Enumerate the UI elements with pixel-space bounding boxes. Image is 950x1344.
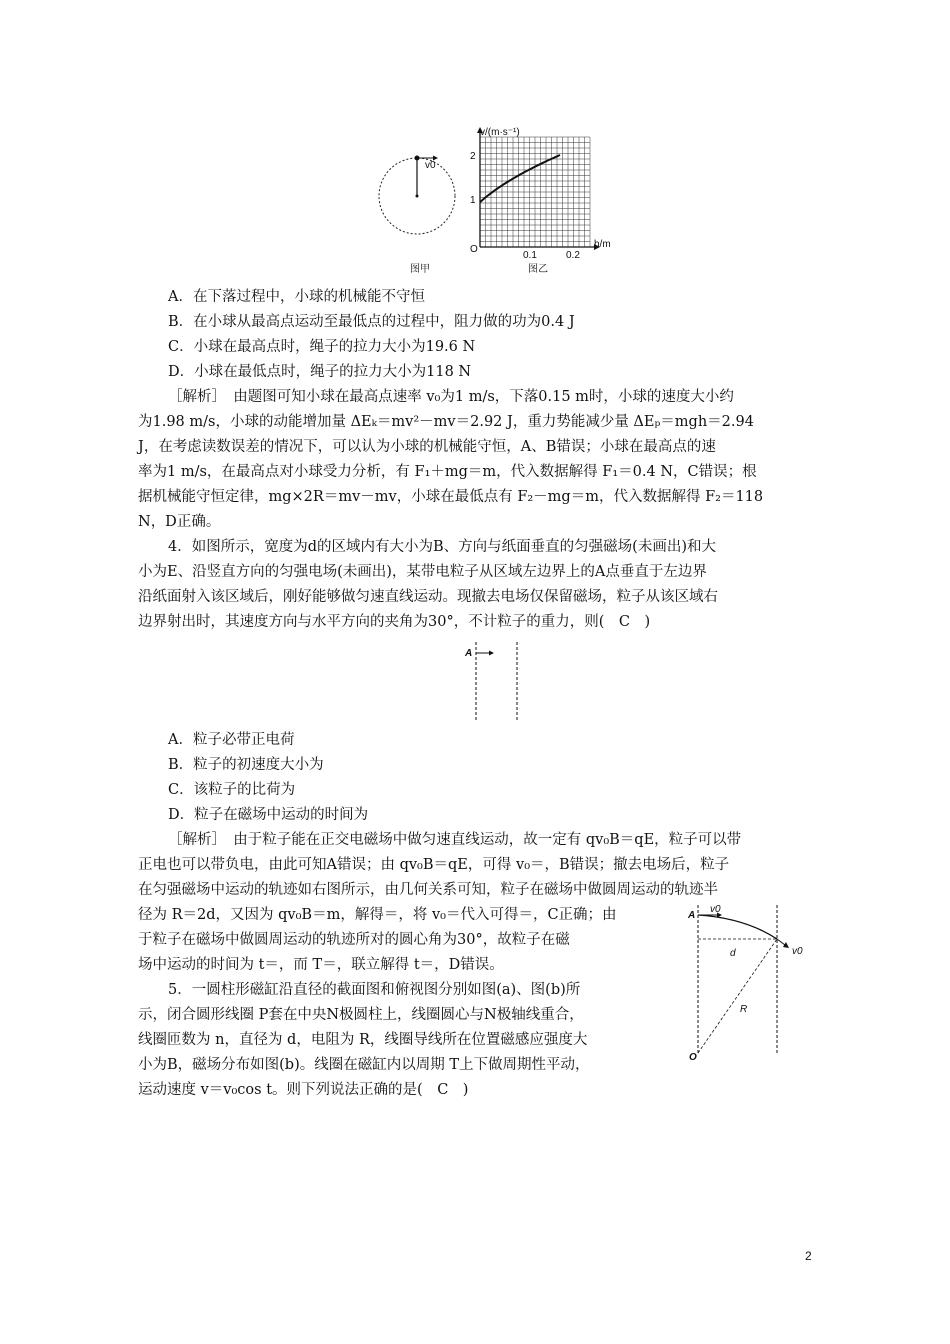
fig2-o-label: O — [689, 1052, 697, 1063]
q4-analysis-line: 于粒子在磁场中做圆周运动的轨迹所对的圆心角为30°，故粒子在磁 — [138, 932, 570, 948]
q4-analysis-line: 径为 R＝2d，又因为 qv₀B＝m，解得＝，将 v₀＝代入可得＝，C正确；由 — [138, 907, 617, 923]
fig2-r-label: R — [740, 1004, 748, 1015]
q3-analysis-line: 为1.98 m/s，小球的动能增加量 ΔEₖ＝mv²－mv＝2.92 J，重力势能减少量 ΔEₚ＝mgh＝2.94 — [138, 414, 754, 430]
y-tick-1: 1 — [470, 195, 476, 206]
point-a-label: A — [465, 648, 473, 659]
q5-stem-line: 示，闭合圆形线圈 P套在中央N极圆柱上，线圈圆心与N极轴线重合， — [138, 1007, 584, 1023]
page-number: 2 — [805, 1249, 812, 1263]
q4-analysis-line: 场中运动的时间为 t＝，而 T＝，联立解得 t＝，D错误。 — [138, 957, 504, 973]
q5-stem-line: 5．一圆柱形磁缸沿直径的截面图和俯视图分别如图(a)、图(b)所 — [168, 982, 581, 998]
figure-jia — [370, 148, 465, 276]
fig2-point-a: A — [688, 910, 696, 921]
q4-option-d: D．粒子在磁场中运动的时间为 — [168, 807, 369, 823]
exit-velocity-arrow — [777, 939, 785, 945]
fig2-v0-top: v0 — [710, 904, 721, 915]
arrow-head — [489, 651, 494, 656]
q4-analysis-line: 在匀强磁场中运动的轨迹如右图所示，由几何关系可知，粒子在磁场中做圆周运动的轨迹半 — [138, 882, 718, 898]
v0-label: v0 — [425, 160, 436, 171]
q5-stem-line: 线圈匝数为 n，直径为 d，电阻为 R，线圈导线所在位置磁感应强度大 — [138, 1032, 588, 1048]
q4-trajectory-figure — [685, 903, 815, 1063]
q5-stem-line: 小为B，磁场分布如图(b)。线圈在磁缸内以周期 T上下做周期性平动， — [138, 1057, 590, 1073]
y-axis-label: v/(m·s⁻¹) — [480, 127, 520, 138]
figure-jia-label: 图甲 — [410, 264, 430, 275]
q4-option-c: C．该粒子的比荷为 — [168, 782, 296, 798]
q3-option-c: C．小球在最高点时，绳子的拉力大小为19.6 N — [168, 339, 476, 355]
q3-option-a: A．在下落过程中，小球的机械能不守恒 — [168, 289, 425, 305]
fig2-v0-exit: v0 — [792, 946, 803, 957]
radius-line — [698, 939, 777, 1053]
q4-stem-line: 4．如图所示，宽度为d的区域内有大小为B、方向与纸面垂直的匀强磁场(未画出)和大 — [168, 539, 716, 555]
x-tick-02: 0.2 — [566, 250, 580, 261]
q3-analysis-line: N，D正确。 — [138, 514, 221, 530]
q3-analysis-line: ［解析］ 由题图可知小球在最高点速率 v₀为1 m/s，下落0.15 m时，小球的速度大小约 — [168, 389, 734, 405]
x-axis-label: h/m — [594, 239, 611, 250]
q4-stem-line: 沿纸面射入该区域后，刚好能够做匀速直线运动。现撤去电场仅保留磁场，粒子从该区域右 — [138, 589, 718, 605]
q3-option-b: B．在小球从最高点运动至最低点的过程中，阻力做的功为0.4 J — [168, 314, 575, 330]
x-tick-01: 0.1 — [523, 250, 537, 261]
q3-analysis-line: 率为1 m/s，在最高点对小球受力分析，有 F₁＋mg＝m，代入数据解得 F₁＝0.4 N，C错误；根 — [138, 464, 757, 480]
q4-option-b: B．粒子的初速度大小为 — [168, 757, 324, 773]
q5-stem-line: 运动速度 v＝v₀cos t。则下列说法正确的是( C ) — [138, 1082, 469, 1098]
y-tick-2: 2 — [470, 151, 476, 162]
q4-option-a: A．粒子必带正电荷 — [168, 732, 295, 748]
q4-analysis-line: 正电也可以带负电，由此可知A错误；由 qv₀B＝qE，可得 v₀＝，B错误；撤去电场后，粒子 — [138, 857, 730, 873]
q4-analysis-line: ［解析］ 由于粒子能在正交电磁场中做匀速直线运动，故一定有 qv₀B＝qE，粒子可以带 — [168, 832, 742, 848]
center-point — [416, 195, 419, 198]
q3-option-d: D．小球在最低点时，绳子的拉力大小为118 N — [168, 364, 472, 380]
q4-stem-line: 边界射出时，其速度方向与水平方向的夹角为30°，不计粒子的重力，则( C ) — [138, 614, 651, 630]
q3-analysis-line: 据机械能守恒定律，mg×2R＝mv－mv，小球在最低点有 F₂－mg＝m，代入数据解得 F₂＝118 — [138, 489, 764, 505]
q3-analysis-line: J，在考虑读数误差的情况下，可以认为小球的机械能守恒，A、B错误；小球在最高点的速 — [138, 439, 716, 455]
fig2-d-label: d — [730, 948, 736, 959]
velocity-curve — [480, 155, 560, 202]
origin-label: O — [470, 244, 478, 255]
arrow-head — [783, 942, 789, 948]
figure-yi-label: 图乙 — [528, 264, 548, 275]
q4-stem-line: 小为E、沿竖直方向的匀强电场(未画出)，某带电粒子从区域左边界上的A点垂直于左边界 — [138, 564, 707, 580]
